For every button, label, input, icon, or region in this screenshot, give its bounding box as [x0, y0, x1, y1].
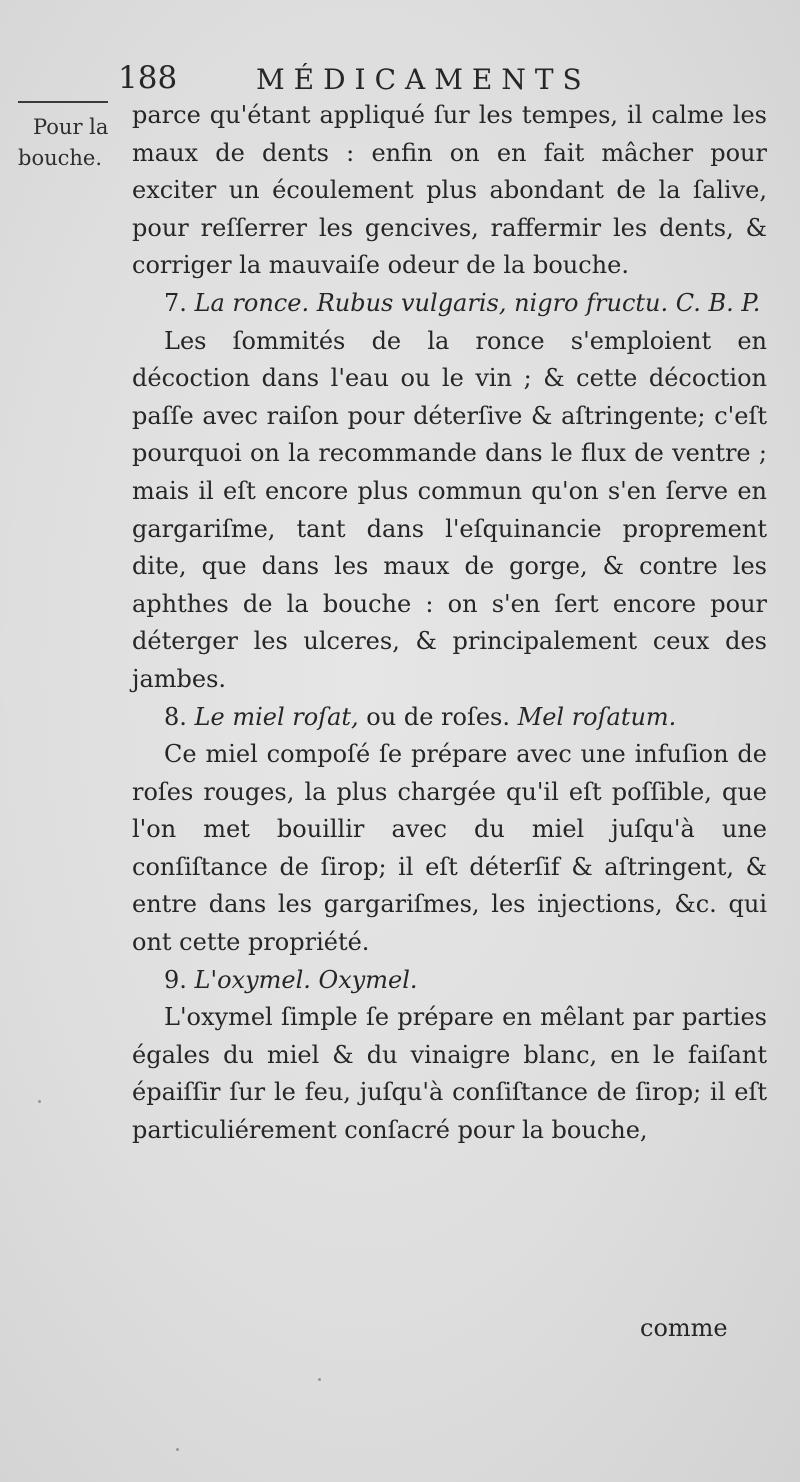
margin-rule — [18, 101, 108, 103]
paper-speck — [38, 1100, 41, 1103]
entry-9-heading — [132, 962, 767, 1000]
entry-8-name: Le miel roſat, — [194, 702, 359, 731]
entry-8-latin: Mel roſatum. — [517, 702, 677, 731]
page-number: 188 — [118, 60, 178, 96]
entry-7-name: La ronce. Rubus vulgaris, nigro fructu. C. B. P. — [194, 288, 761, 317]
entry-8-plain: ou de roſes. — [366, 702, 510, 731]
paragraph-continuation: parce qu'étant appliqué ſur les tempes, il calme les maux de dents : enfin on en fait mâcher pour exciter un écoulement plus abondant de la ſalive, pour reſſerrer les gencives, raffermir les dents, & corriger la mauvaiſe odeur de la bouche. — [132, 101, 767, 280]
entry-7-heading — [132, 285, 767, 323]
paper-speck — [176, 1448, 179, 1451]
entry-7-description: Les ſommités de la ronce s'emploient en décoction dans l'eau ou le vin ; & cette décoction paſſe avec raiſon pour déterſive & aſtringente; c'eſt pourquoi on la recommande dans le flux de ventre ; mais il eſt encore plus commun qu'on s'en ſerve en gargariſme, tant dans l'eſquinancie proprement dite, que dans les maux de gorge, & contre les aphthes de la bouche : on s'en ſert encore pour déterger les ulceres, & principalement ceux des jambes. — [132, 326, 767, 693]
catchword: comme — [640, 1314, 728, 1342]
entry-9-description: L'oxymel ſimple ſe prépare en mêlant par parties égales du miel & du vinaigre blanc, en le faiſant épaiſſir ſur le feu, juſqu'à conſiſtance de ſirop; il eſt particuliérement conſacré pour la bouche, — [132, 1003, 767, 1145]
margin-note-line-2: bouche. — [18, 146, 102, 170]
entry-8-number: 8. — [164, 702, 187, 731]
body-text — [132, 97, 767, 1150]
entry-8-description: Ce miel compoſé ſe prépare avec une infuſion de roſes rouges, la plus chargée qu'il eſt poſſible, que l'on met bouillir avec du miel juſqu'à une conſiſtance de ſirop; il eſt déterſif & aſtringent, & entre dans les gargariſmes, les injections, &c. qui ont cette propriété. — [132, 740, 767, 957]
running-title: MÉDICAMENTS — [256, 63, 591, 96]
entry-9-name: L'oxymel. Oxymel. — [194, 965, 418, 994]
margin-note — [18, 112, 118, 174]
margin-note-line-1: Pour la — [33, 115, 109, 139]
entry-8-heading — [132, 699, 767, 737]
paper-speck — [318, 1378, 321, 1381]
entry-9-number: 9. — [164, 965, 187, 994]
entry-7-number: 7. — [164, 288, 187, 317]
page-header — [118, 58, 638, 102]
